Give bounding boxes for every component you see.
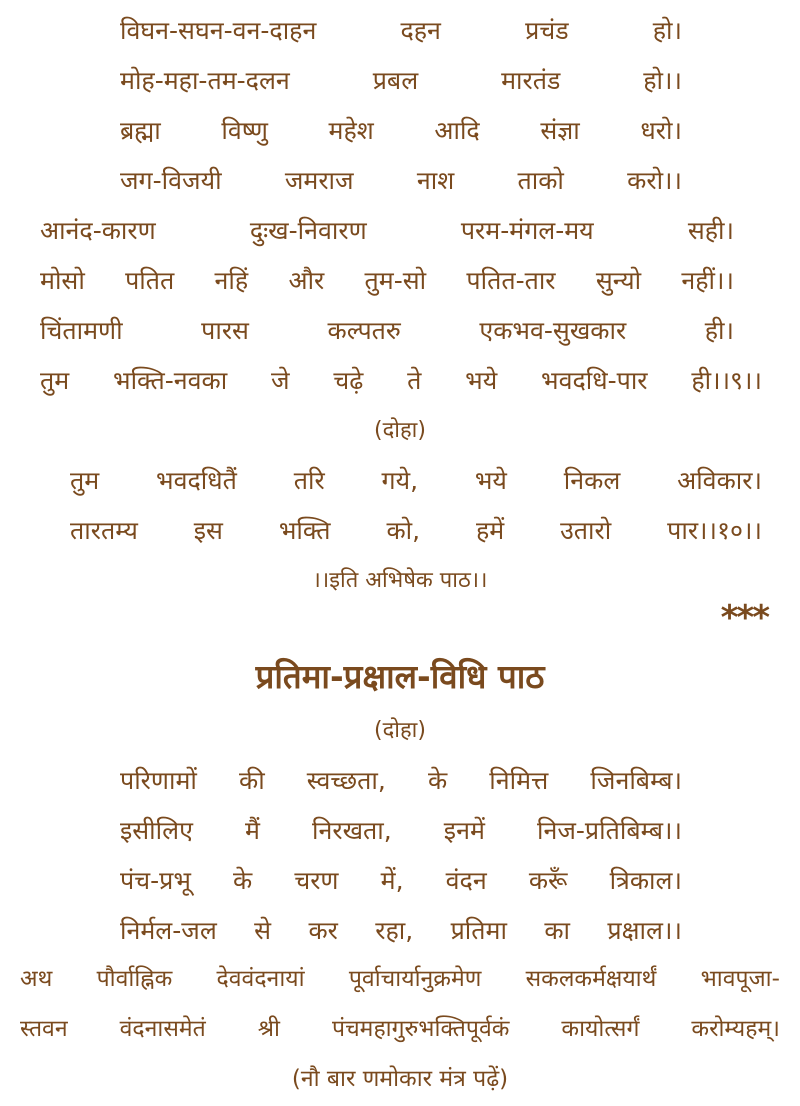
word: एकभव-सुखकार bbox=[479, 316, 627, 345]
word: प्रक्षाल।। bbox=[607, 916, 682, 945]
word: दुःख-निवारण bbox=[249, 216, 367, 245]
prose-line bbox=[20, 968, 780, 991]
word: निज-प्रतिबिम्ब।। bbox=[536, 816, 682, 845]
verse-line bbox=[40, 268, 734, 293]
word: हमें bbox=[475, 516, 505, 545]
word: निमित्त bbox=[489, 766, 549, 795]
word: रहा, bbox=[375, 916, 414, 945]
word: जमराज bbox=[284, 166, 354, 195]
word: जे bbox=[270, 366, 290, 395]
word: प्रचंड bbox=[525, 16, 569, 45]
word: वंदनासमेतं bbox=[119, 1016, 206, 1042]
doha-line bbox=[120, 768, 682, 793]
word: त्रिकाल। bbox=[609, 866, 682, 895]
doha-line bbox=[70, 518, 762, 543]
word: विघन-सघन-वन-दाहन bbox=[120, 16, 317, 45]
word: में, bbox=[380, 866, 404, 895]
word: दहन bbox=[400, 16, 441, 45]
doha-line bbox=[120, 918, 682, 943]
word: इस bbox=[193, 516, 223, 545]
doha-label: (दोहा) bbox=[374, 718, 426, 743]
word: भवदधि-पार bbox=[541, 366, 648, 395]
word: निरखता, bbox=[312, 816, 392, 845]
word: आनंद-कारण bbox=[40, 216, 156, 245]
word: इनमें bbox=[443, 816, 485, 845]
word: और bbox=[288, 266, 325, 295]
word: पूर्वाचार्यानुक्रमेण bbox=[348, 966, 482, 992]
word: श्री bbox=[257, 1016, 281, 1042]
word: भक्ति-नवका bbox=[113, 366, 228, 395]
word: तरि bbox=[293, 466, 325, 495]
word: सुन्यो bbox=[595, 266, 642, 295]
word: ताको bbox=[517, 166, 564, 195]
word: नाश bbox=[416, 166, 455, 195]
word: तारतम्य bbox=[70, 516, 138, 545]
word: संज्ञा bbox=[540, 116, 580, 145]
word: गये, bbox=[381, 466, 419, 495]
verse-line bbox=[40, 318, 734, 343]
word: ही।।९।। bbox=[691, 366, 762, 395]
word: कर bbox=[308, 916, 338, 945]
word: उतारो bbox=[560, 516, 612, 545]
word: परम-मंगल-मय bbox=[460, 216, 594, 245]
word: ही। bbox=[704, 316, 734, 345]
verse-line bbox=[120, 118, 682, 143]
doha-line bbox=[70, 468, 762, 493]
word: सकलकर्मक्षयार्थं bbox=[525, 966, 657, 992]
word: पतित bbox=[125, 266, 175, 295]
prose-line bbox=[20, 1018, 780, 1041]
word: पौर्वाह्निक bbox=[96, 966, 173, 992]
word: आदि bbox=[434, 116, 480, 145]
word: पारस bbox=[201, 316, 249, 345]
word: मैं bbox=[244, 816, 260, 845]
verse-line bbox=[40, 218, 734, 243]
word: निकल bbox=[563, 466, 621, 495]
word: जिनबिम्ब। bbox=[590, 766, 682, 795]
separator-stars: *** bbox=[720, 598, 768, 638]
word: अविकार। bbox=[677, 466, 762, 495]
word: मोसो bbox=[40, 266, 85, 295]
word: पंचमहागुरुभक्तिपूर्वकं bbox=[332, 1016, 510, 1042]
word: मोह-महा-तम-दलन bbox=[120, 66, 290, 95]
word: मारतंड bbox=[501, 66, 561, 95]
word: तुम-सो bbox=[364, 266, 427, 295]
verse-line bbox=[120, 68, 682, 93]
word: को, bbox=[386, 516, 421, 545]
word: की bbox=[239, 766, 265, 795]
word: हो। bbox=[652, 16, 682, 45]
word: भवदधितैं bbox=[156, 466, 237, 495]
word: निर्मल-जल bbox=[120, 916, 217, 945]
word: पंच-प्रभू bbox=[120, 866, 191, 895]
word: नहिं bbox=[214, 266, 249, 295]
word: तुम bbox=[40, 366, 70, 395]
word: स्तवन bbox=[20, 1016, 68, 1042]
verse-line bbox=[120, 168, 682, 193]
word: करो।। bbox=[627, 166, 682, 195]
word: करोम्यहम्। bbox=[691, 1016, 780, 1042]
instruction: (नौ बार णमोकार मंत्र पढ़ें) bbox=[291, 1066, 509, 1092]
verse-line bbox=[120, 18, 682, 43]
word: से bbox=[254, 916, 272, 945]
word: पार।।१०।। bbox=[667, 516, 762, 545]
word: प्रबल bbox=[372, 66, 419, 95]
word: चरण bbox=[294, 866, 339, 895]
page-title: प्रतिमा-प्रक्षाल-विधि पाठ bbox=[255, 657, 545, 696]
verse-line bbox=[40, 368, 762, 393]
word: इसीलिए bbox=[120, 816, 193, 845]
word: परिणामों bbox=[120, 766, 197, 795]
word: चिंतामणी bbox=[40, 316, 123, 345]
doha-line bbox=[120, 868, 682, 893]
word: धरो। bbox=[640, 116, 682, 145]
word: ब्रह्मा bbox=[120, 116, 161, 145]
doha-label: (दोहा) bbox=[374, 418, 426, 443]
word: कल्पतरु bbox=[327, 316, 401, 345]
word: स्वच्छता, bbox=[306, 766, 386, 795]
word: करूँ bbox=[528, 866, 568, 895]
word: जग-विजयी bbox=[120, 166, 222, 195]
word: चढ़े bbox=[333, 366, 364, 395]
word: महेश bbox=[328, 116, 374, 145]
word: के bbox=[427, 766, 448, 795]
word: पतित-तार bbox=[466, 266, 556, 295]
word: भावपूजा- bbox=[700, 966, 780, 992]
word: का bbox=[544, 916, 571, 945]
word: विष्णु bbox=[221, 116, 268, 145]
doha-line bbox=[120, 818, 682, 843]
word: भये bbox=[474, 466, 507, 495]
word: कायोत्सर्गं bbox=[561, 1016, 640, 1042]
word: प्रतिमा bbox=[450, 916, 507, 945]
word: ते bbox=[407, 366, 422, 395]
word: हो।। bbox=[643, 66, 682, 95]
word: तुम bbox=[70, 466, 100, 495]
word: नहीं।। bbox=[681, 266, 734, 295]
word: देववंदनायां bbox=[216, 966, 305, 992]
end-note: ।।इति अभिषेक पाठ।। bbox=[312, 568, 488, 593]
word: वंदन bbox=[445, 866, 487, 895]
word: सही। bbox=[687, 216, 734, 245]
word: अथ bbox=[20, 966, 53, 992]
word: भये bbox=[465, 366, 498, 395]
word: भक्ति bbox=[278, 516, 331, 545]
word: के bbox=[233, 866, 253, 895]
